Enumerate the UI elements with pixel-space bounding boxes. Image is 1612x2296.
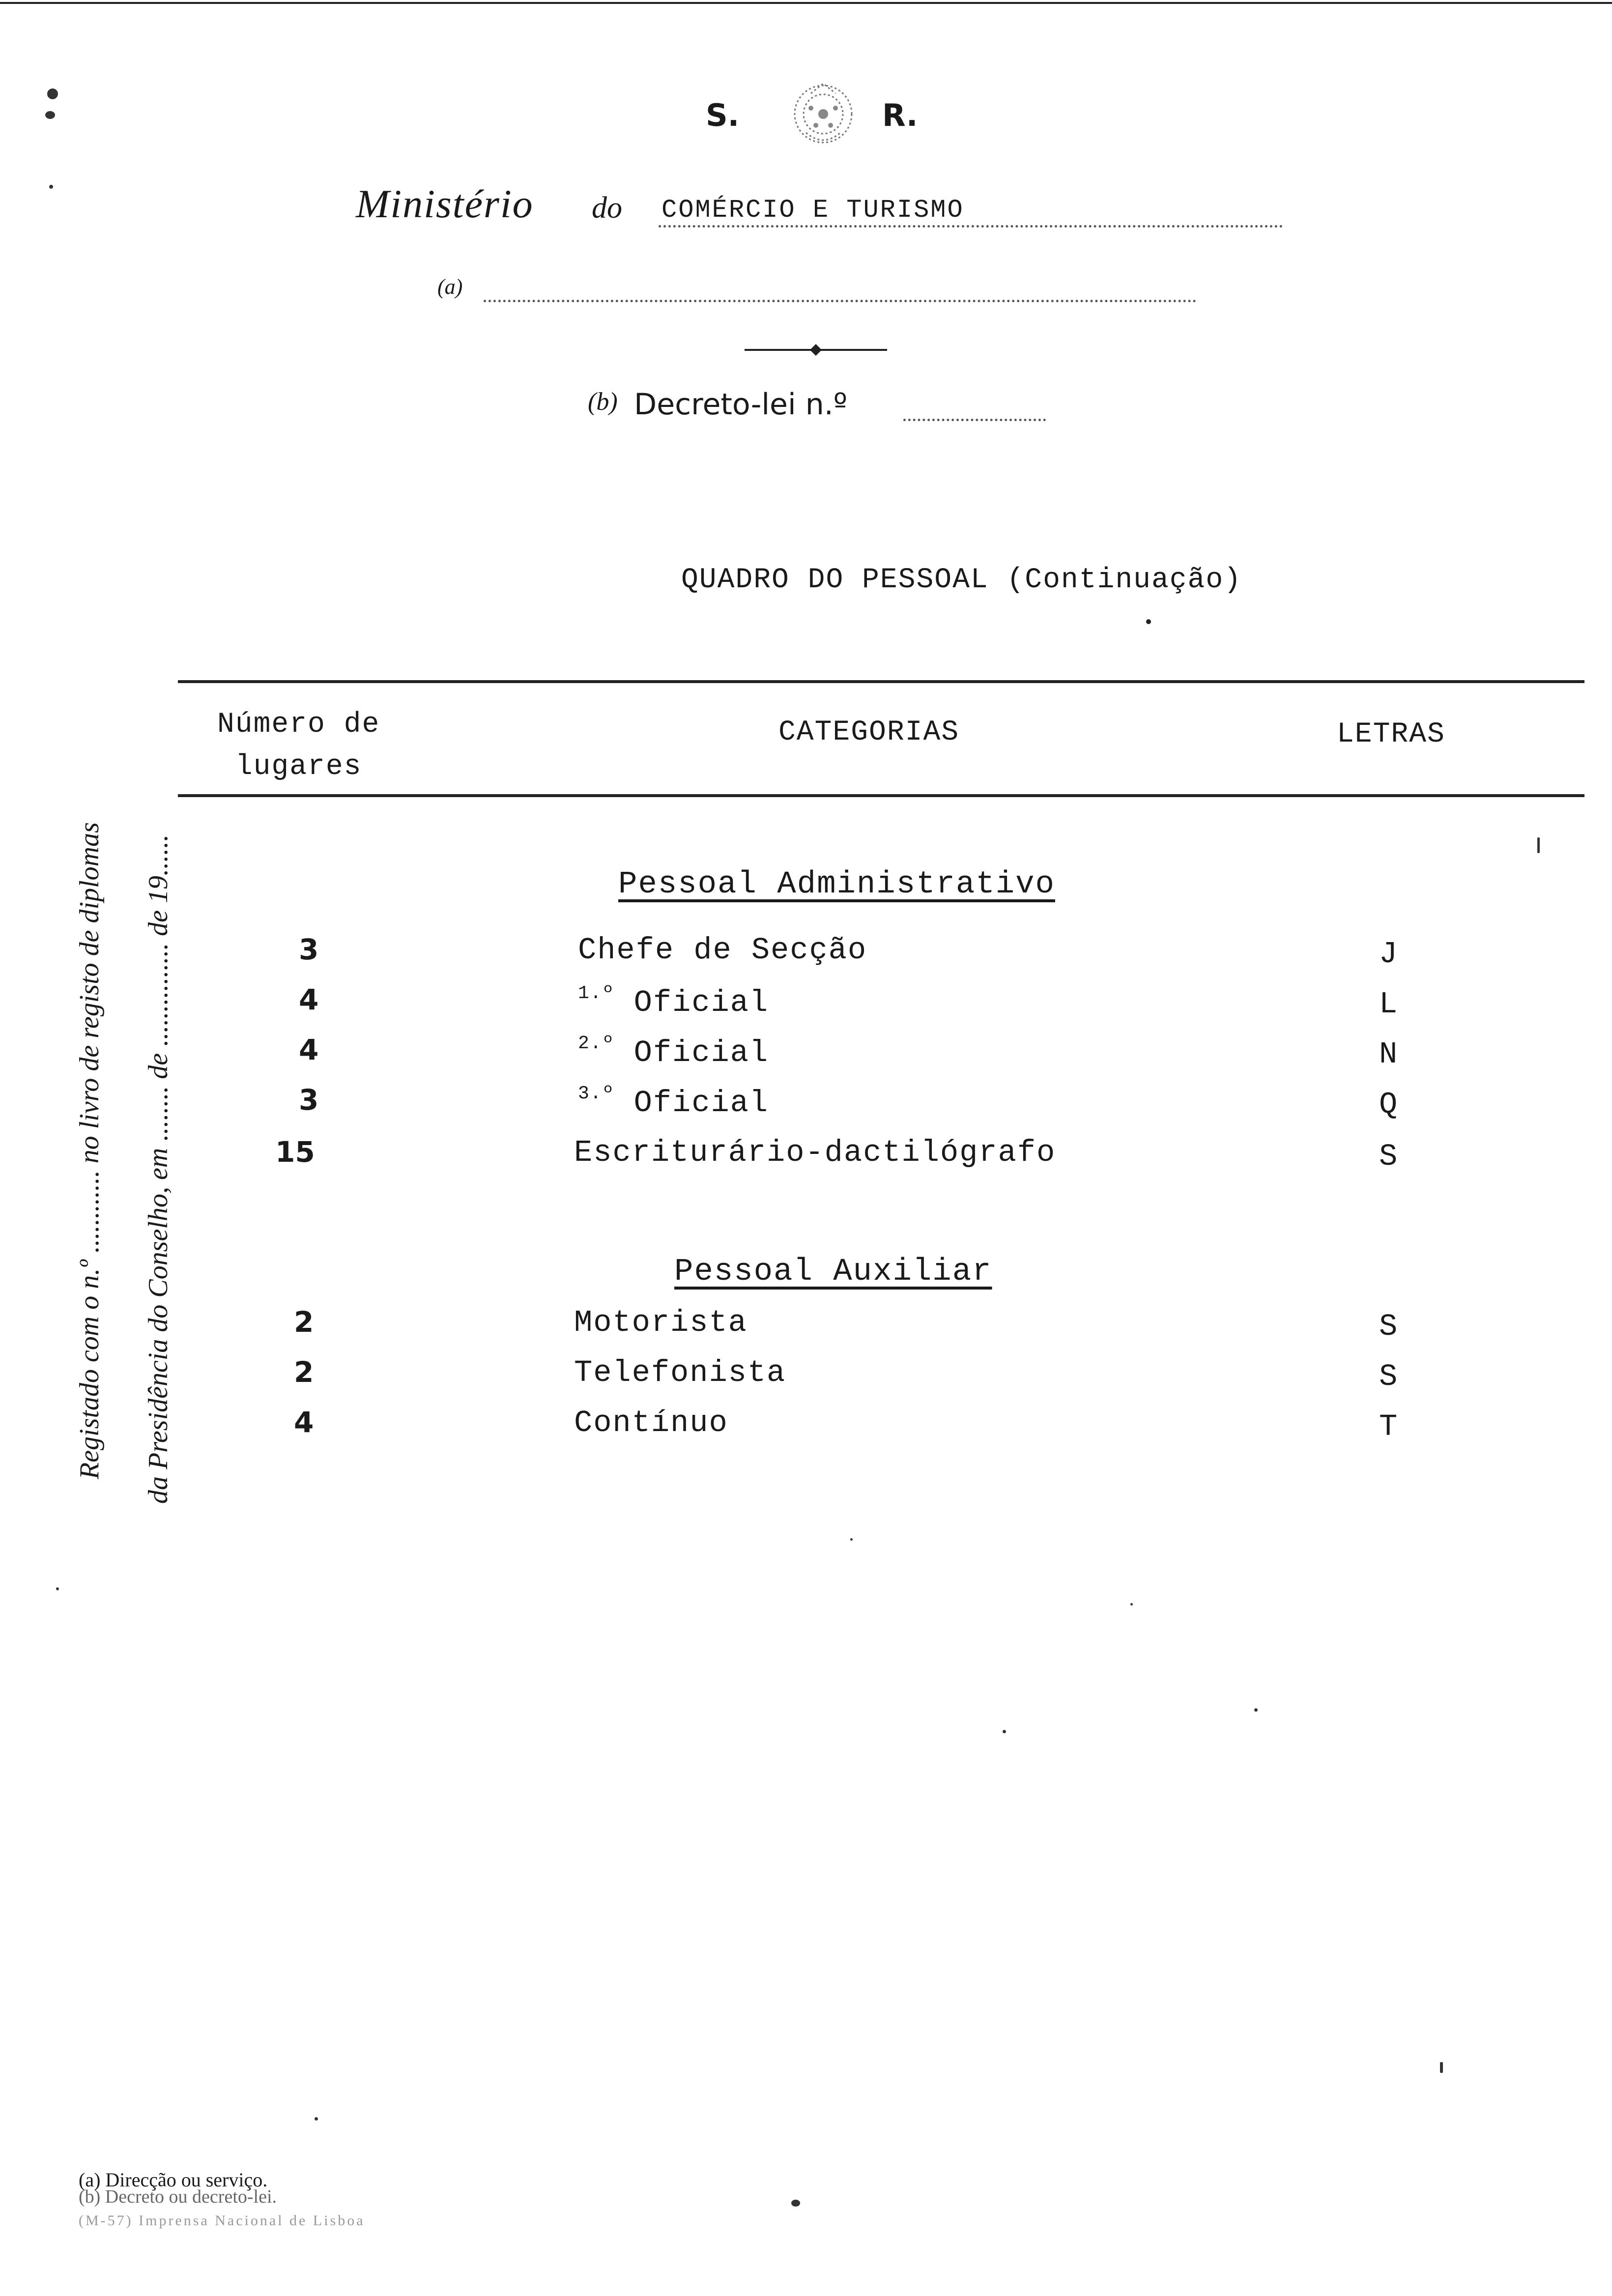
- ink-speck: [45, 111, 55, 119]
- ink-speck: [850, 1538, 853, 1541]
- row-categoria: Contínuo: [574, 1406, 728, 1440]
- footnote-a: (a) Direcção ou serviço.: [79, 2169, 268, 2191]
- table-header-bottom-rule: [178, 794, 1584, 797]
- footnote-print-mark: (M-57) Imprensa Nacional de Lisboa: [79, 2212, 365, 2229]
- column-header-numero: [217, 704, 380, 788]
- ink-speck: [56, 1587, 59, 1590]
- row-letra: L: [1379, 987, 1399, 1022]
- field-a-label: (a): [437, 275, 463, 299]
- header-s: S.: [706, 97, 740, 133]
- row-letra: J: [1379, 937, 1399, 972]
- row-categoria: [578, 983, 769, 1020]
- row-categoria-text: Oficial: [614, 985, 769, 1020]
- margin-presidencia-line: da Presidência do Conselho, em ........ de ............... de 19......: [143, 834, 173, 1504]
- row-numero: 15: [275, 1135, 315, 1169]
- ink-speck: [1130, 1603, 1133, 1606]
- footnote-b: (b) Decreto ou decreto-lei.: [79, 2186, 277, 2207]
- row-numero: 4: [294, 1406, 314, 1439]
- ink-speck: [1537, 837, 1540, 853]
- row-numero: 2: [294, 1355, 314, 1389]
- section-title-auxiliar: Pessoal Auxiliar: [674, 1254, 992, 1290]
- row-categoria-text: Oficial: [614, 1035, 769, 1070]
- ministerio-do: do: [592, 191, 622, 225]
- table-top-rule: [178, 680, 1584, 683]
- ordinal: 1.º: [578, 983, 615, 1004]
- coat-of-arms-icon: [781, 74, 865, 152]
- top-border-line: [0, 2, 1612, 4]
- row-categoria: Escriturário-dactilógrafo: [574, 1135, 1056, 1170]
- ink-speck: [315, 2117, 318, 2121]
- ink-speck: [1440, 2062, 1443, 2073]
- row-categoria: Motorista: [574, 1305, 748, 1340]
- decreto-lei-label: Decreto-lei n.º: [634, 387, 848, 422]
- row-letra: N: [1379, 1037, 1399, 1072]
- section-title-administrativo: Pessoal Administrativo: [618, 867, 1055, 902]
- row-numero: 3: [299, 933, 319, 966]
- field-a-dotted-line: [484, 300, 1196, 302]
- decreto-number-dotted-line: [903, 419, 1046, 421]
- column-header-numero-line2: lugares: [235, 751, 362, 783]
- column-header-categorias: CATEGORIAS: [778, 717, 960, 748]
- row-letra: T: [1379, 1409, 1399, 1444]
- ministerio-label: Ministério: [356, 181, 534, 226]
- row-letra: S: [1379, 1139, 1399, 1174]
- ministerio-dotted-line: [659, 225, 1283, 228]
- ink-speck: [47, 88, 58, 99]
- row-numero: 2: [294, 1305, 314, 1339]
- field-b-label: (b): [588, 388, 618, 416]
- column-header-numero-line1: Número de: [217, 709, 380, 741]
- row-letra: S: [1379, 1309, 1399, 1344]
- row-letra: S: [1379, 1359, 1399, 1394]
- ordinal: 2.º: [578, 1033, 615, 1054]
- header-r: R.: [882, 97, 918, 133]
- row-categoria: [578, 1033, 769, 1070]
- ink-dot: [1146, 619, 1151, 624]
- ink-speck: [1003, 1730, 1006, 1733]
- row-categoria: Telefonista: [574, 1355, 786, 1390]
- row-categoria-text: Oficial: [614, 1086, 769, 1120]
- ink-speck: [49, 185, 53, 189]
- ornament-divider-icon: [745, 340, 887, 360]
- ordinal: 3.º: [578, 1083, 615, 1104]
- row-numero: 4: [299, 1033, 319, 1066]
- row-letra: Q: [1379, 1087, 1399, 1122]
- row-numero: 3: [299, 1083, 319, 1117]
- ink-speck: [1254, 1708, 1258, 1712]
- ministerio-name: COMÉRCIO E TURISMO: [662, 196, 964, 225]
- row-categoria: [578, 1083, 769, 1120]
- row-numero: 4: [299, 983, 319, 1016]
- margin-registo-line: Registado com o n.º ............ no livro de registo de diplomas: [74, 822, 105, 1479]
- column-header-letras: LETRAS: [1337, 718, 1445, 750]
- ink-speck: [791, 2200, 800, 2207]
- row-categoria: Chefe de Secção: [578, 933, 867, 968]
- quadro-title: QUADRO DO PESSOAL (Continuação): [681, 564, 1242, 596]
